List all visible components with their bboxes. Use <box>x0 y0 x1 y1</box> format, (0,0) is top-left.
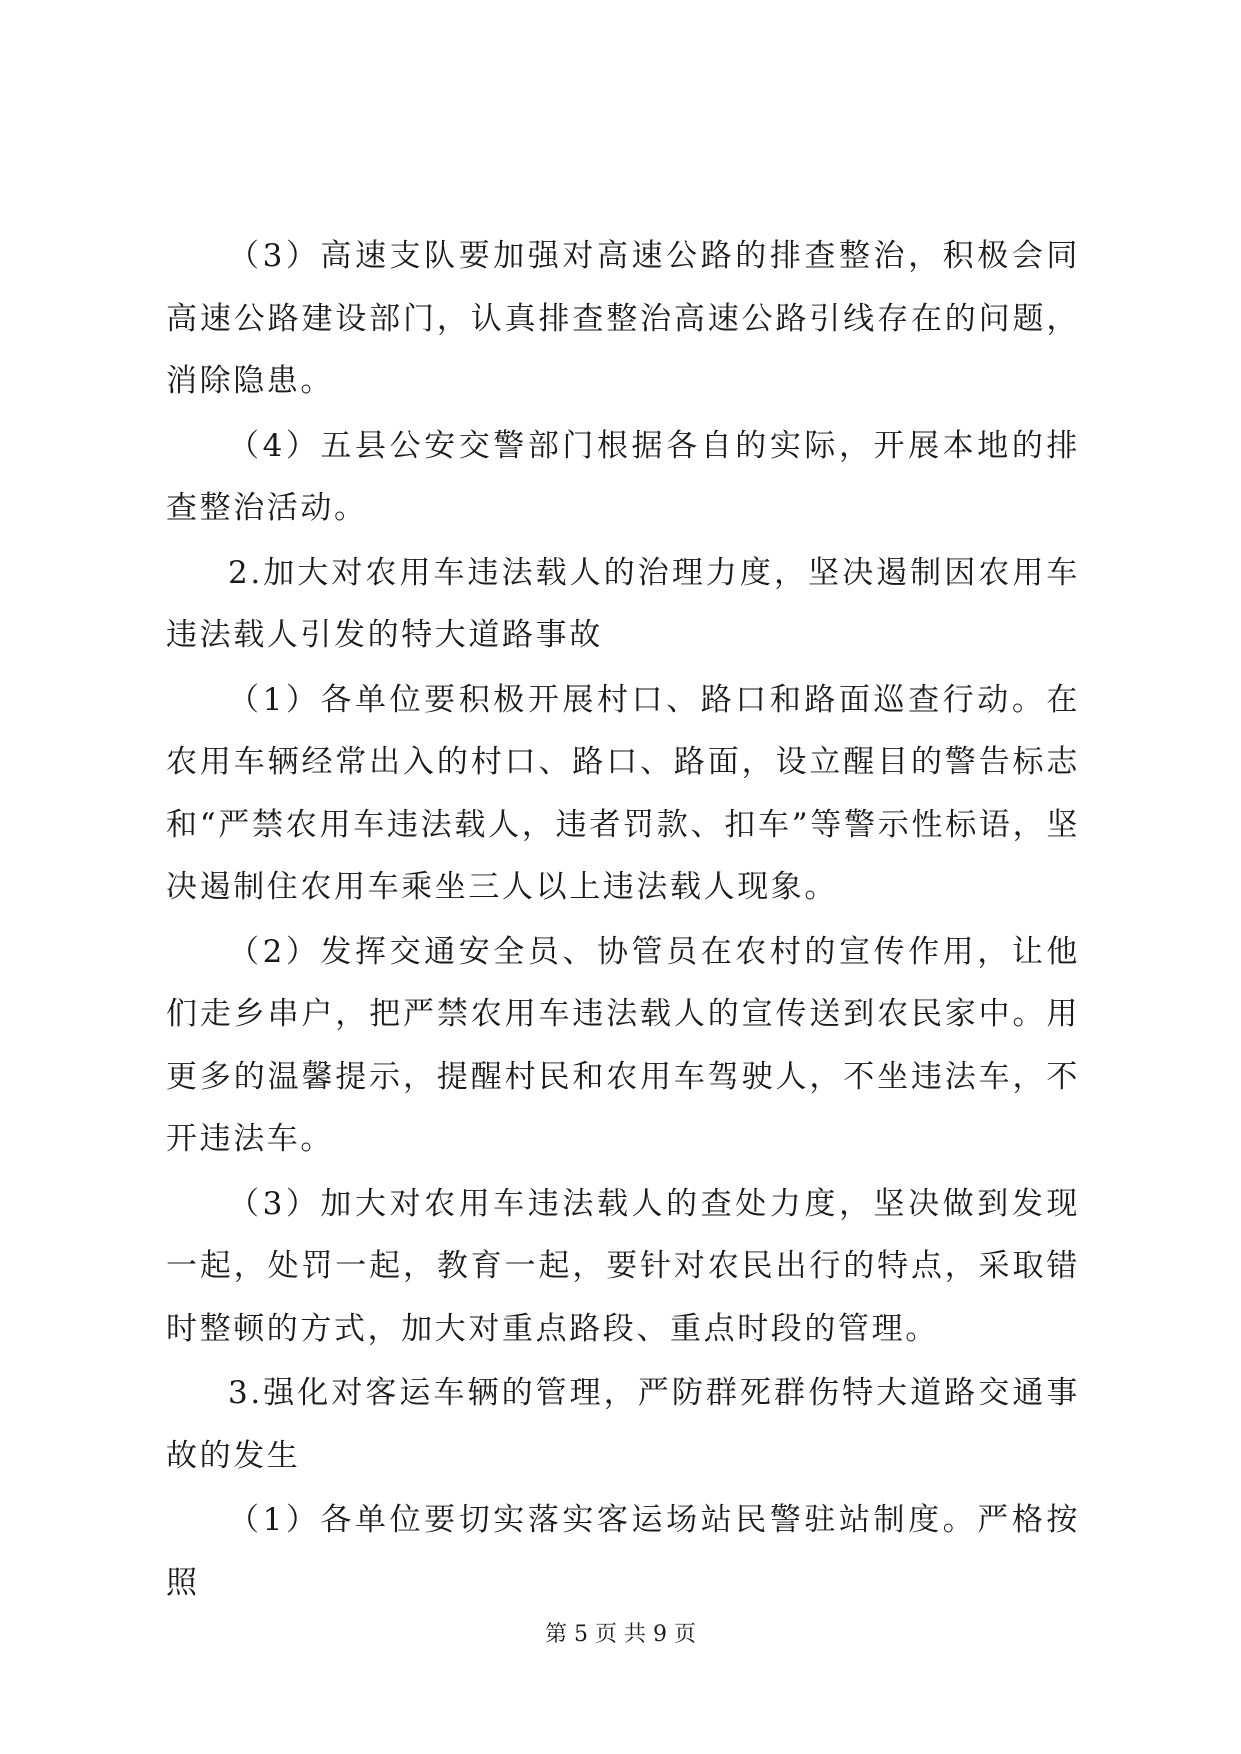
section-heading-2: 2.加大对农用车违法载人的治理力度，坚决遏制因农用车违法载人引发的特大道路事故 <box>166 554 1080 653</box>
paragraph-3-1: （1）各单位要切实落实客运场站民警驻站制度。严格按照 <box>166 1502 1080 1601</box>
paragraph-3-4: （4）五县公安交警部门根据各自的实际，开展本地的排查整治活动。 <box>166 427 1080 526</box>
paragraph-2-3: （3）加大对农用车违法载人的查处力度，坚决做到发现一起，处罚一起，教育一起，要针对农民出行的特点，采取错时整顿的方式，加大对重点路段、重点时段的管理。 <box>166 1185 1080 1347</box>
document-body <box>166 225 1080 1616</box>
page-number-footer: 第 5 页 共 9 页 <box>545 1622 696 1647</box>
section-heading-3: 3.强化对客运车辆的管理，严防群死群伤特大道路交通事故的发生 <box>166 1375 1080 1474</box>
paragraph-2-2: （2）发挥交通安全员、协管员在农村的宣传作用，让他们走乡串户，把严禁农用车违法载人的宣传送到农民家中。用更多的温馨提示，提醒村民和农用车驾驶人，不坐违法车，不开违法车。 <box>166 933 1080 1157</box>
paragraph-3-3: （3）高速支队要加强对高速公路的排查整治，积极会同高速公路建设部门，认真排查整治高速公路引线存在的问题，消除隐患。 <box>166 238 1080 399</box>
paragraph-2-1: （1）各单位要积极开展村口、路口和路面巡查行动。在农用车辆经常出入的村口、路口、路面，设立醒目的警告标志和“严禁农用车违法载人，违者罚款、扣车”等警示性标语，坚决遏制住农用车乘坐三人以上违法载人现象。 <box>166 681 1080 905</box>
